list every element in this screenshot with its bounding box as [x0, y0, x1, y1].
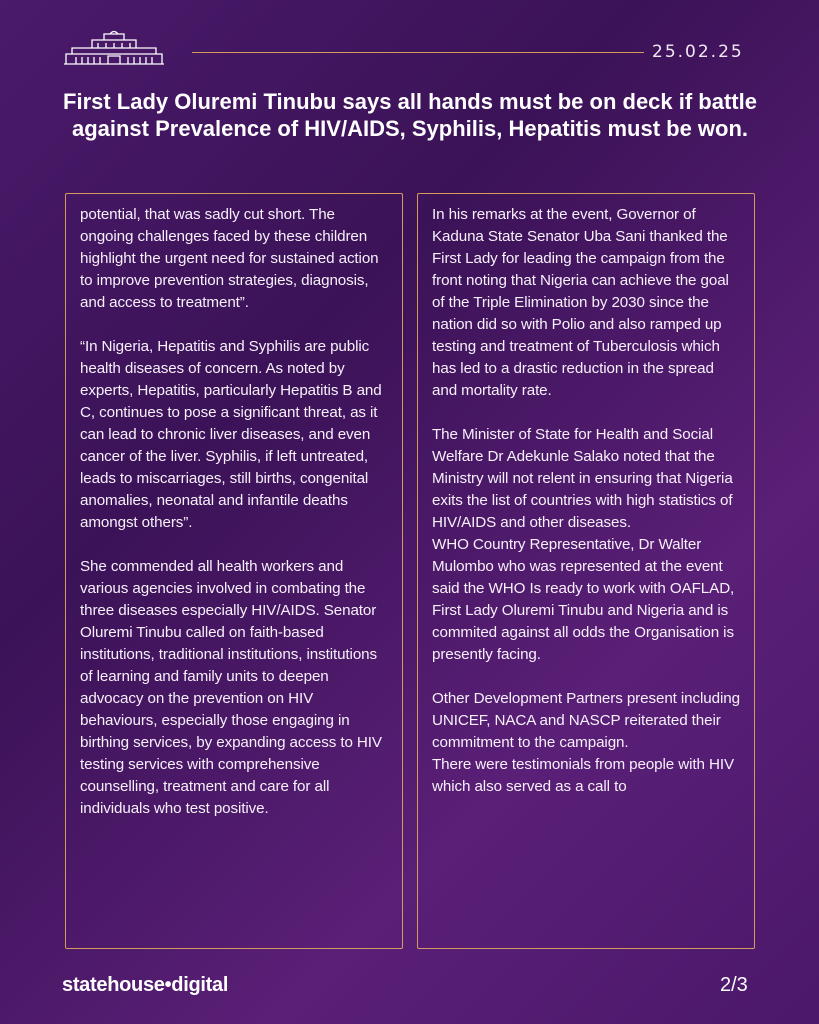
headline: First Lady Oluremi Tinubu says all hands must be on deck if battle against Prevalence of HIV/AIDS, Syphilis, Hepatitis must be won. [63, 89, 757, 141]
paragraph: The Minister of State for Health and Social Welfare Dr Adekunle Salako noted that the Ministry will not relent in ensuring that Nigeria exits the list of countries with high statistics of HIV/AIDS and other diseases. WHO Country Representative, Dr Walter Mulombo who was represented at the event said the WHO Is ready to work with OAFLAD, First Lady Oluremi Tinubu and Nigeria and is commited against all odds the Organisation is presently facing. [432, 426, 735, 663]
statehouse-building-icon [62, 28, 166, 68]
brand-logo-text: statehouse•digital [62, 974, 229, 996]
header-divider [192, 52, 644, 53]
paragraph: potential, that was sadly cut short. The ongoing challenges faced by these children highlight the urgent need for sustained action to improve prevention strategies, diagnosis, and access to treatment”. [80, 206, 379, 311]
left-text-column [65, 193, 403, 949]
paragraph: Other Development Partners present including UNICEF, NACA and NASCP reiterated their commitment to the campaign. There were testimonials from people with HIV which also served as a call to [432, 690, 740, 795]
post-date: 25.02.25 [652, 42, 744, 62]
paragraph: In his remarks at the event, Governor of Kaduna State Senator Uba Sani thanked the First Lady for leading the campaign from the front noting that Nigeria can achieve the goal of the Triple Elimination by 2030 since the nation did so with Polio and also ramped up testing and treatment of Tuberculosis which has led to a drastic reduction in the spread and mortality rate. [432, 206, 729, 399]
right-text-column [417, 193, 755, 949]
paragraph: “In Nigeria, Hepatitis and Syphilis are public health diseases of concern. As noted by experts, Hepatitis, particularly Hepatitis B and C, continues to pose a significant threat, as it can lead to chronic liver diseases, and even cancer of the liver. Syphilis, if left untreated, leads to miscarriages, still births, congenital anomalies, neonatal and infantile deaths amongst others”. [80, 338, 382, 531]
page-indicator: 2/3 [720, 974, 748, 996]
paragraph: She commended all health workers and various agencies involved in combating the three diseases especially HIV/AIDS. Senator Oluremi Tinubu called on faith-based institutions, traditional institutions, institutions of learning and family units to deepen advocacy on the prevention on HIV behaviours, especially those engaging in birthing services, by expanding access to HIV testing services with comprehensive counselling, treatment and care for all individuals who test positive. [80, 558, 382, 817]
